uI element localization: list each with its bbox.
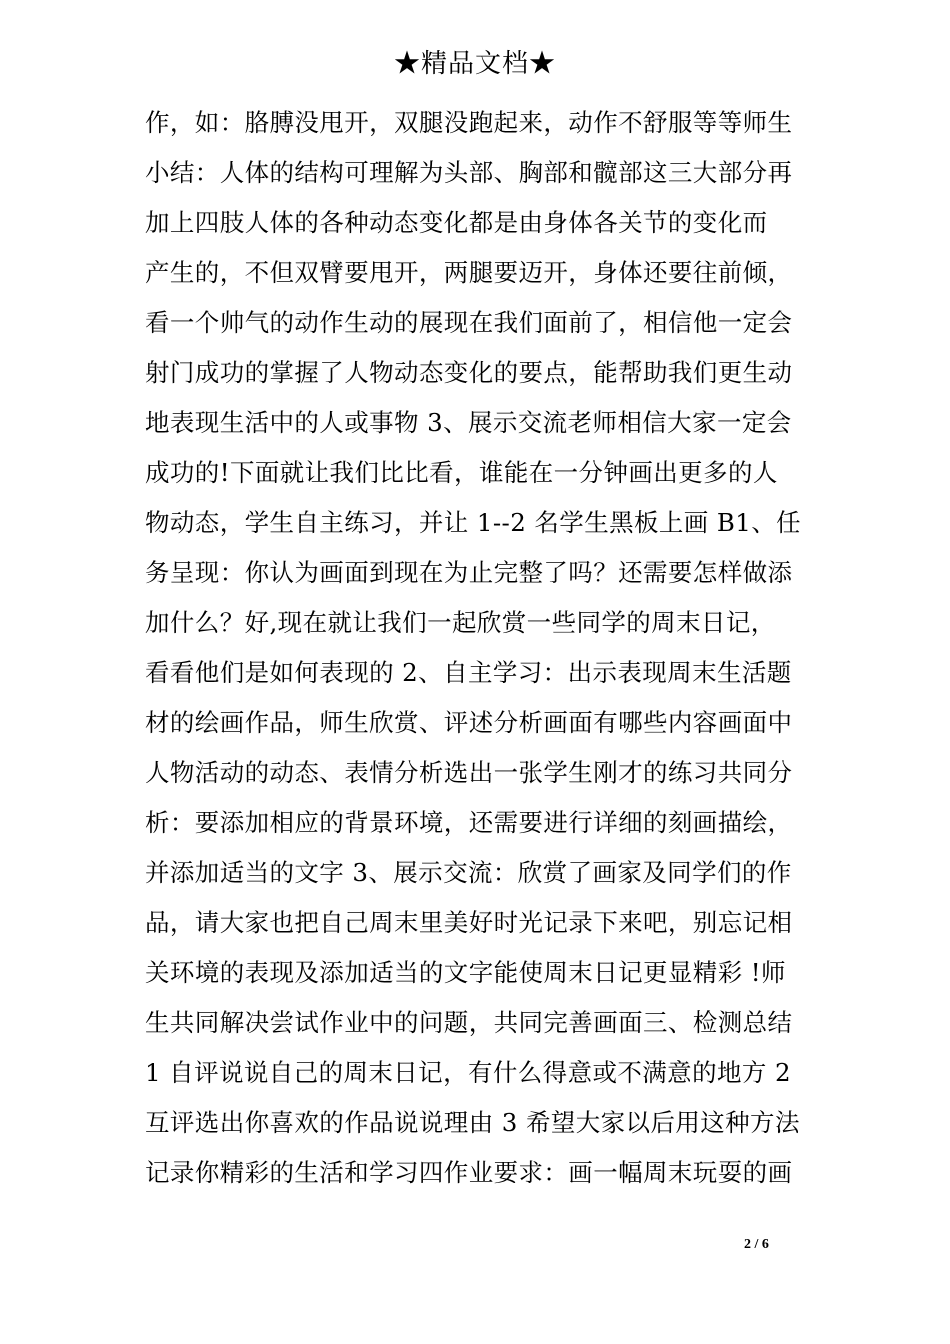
text-line: 成功的!下面就让我们比比看，谁能在一分钟画出更多的人 xyxy=(145,458,778,487)
page-number: 2 / 6 xyxy=(744,1237,769,1252)
text-line: 并添加适当的文字 3、展示交流：欣赏了画家及同学们的作 xyxy=(145,858,792,887)
text-line: 看看他们是如何表现的 2、自主学习：出示表现周末生活题 xyxy=(145,658,792,687)
text-line: 加上四肢人体的各种动态变化都是由身体各关节的变化而 xyxy=(145,208,768,237)
text-line: 射门成功的掌握了人物动态变化的要点，能帮助我们更生动 xyxy=(145,358,793,387)
text-line: 物动态，学生自主练习，并让 1--2 名学生黑板上画 B1、任 xyxy=(145,508,802,537)
text-line: 小结：人体的结构可理解为头部、胸部和髋部这三大部分再 xyxy=(145,158,793,187)
text-line: 记录你精彩的生活和学习四作业要求：画一幅周末玩耍的画 xyxy=(145,1158,793,1187)
text-line: 互评选出你喜欢的作品说说理由 3 希望大家以后用这种方法 xyxy=(145,1108,800,1137)
text-line: 产生的，不但双臂要甩开，两腿要迈开，身体还要往前倾， xyxy=(145,258,793,287)
text-line: 生共同解决尝试作业中的问题，共同完善画面三、检测总结 xyxy=(145,1008,793,1037)
text-line: 析：要添加相应的背景环境，还需要进行详细的刻画描绘， xyxy=(145,808,793,837)
document-body xyxy=(145,98,815,1198)
text-line: 材的绘画作品，师生欣赏、评述分析画面有哪些内容画面中 xyxy=(145,708,793,737)
text-line: 1 自评说说自己的周末日记，有什么得意或不满意的地方 2 xyxy=(145,1058,791,1087)
text-line: 地表现生活中的人或事物 3、展示交流老师相信大家一定会 xyxy=(145,408,792,437)
text-line: 看一个帅气的动作生动的展现在我们面前了，相信他一定会 xyxy=(145,308,793,337)
text-line: 作，如：胳膊没甩开，双腿没跑起来，动作不舒服等等师生 xyxy=(145,108,793,137)
text-line: 关环境的表现及添加适当的文字能使周末日记更显精彩 !师 xyxy=(145,958,786,987)
text-line: 务呈现：你认为画面到现在为止完整了吗？还需要怎样做添 xyxy=(145,558,793,587)
text-line: 品，请大家也把自己周末里美好时光记录下来吧，别忘记相 xyxy=(145,908,793,937)
text-line: 人物活动的动态、表情分析选出一张学生刚才的练习共同分 xyxy=(145,758,793,787)
page-header: ★精品文档★ xyxy=(393,49,556,79)
text-line: 加什么？好,现在就让我们一起欣赏一些同学的周末日记， xyxy=(145,608,776,637)
